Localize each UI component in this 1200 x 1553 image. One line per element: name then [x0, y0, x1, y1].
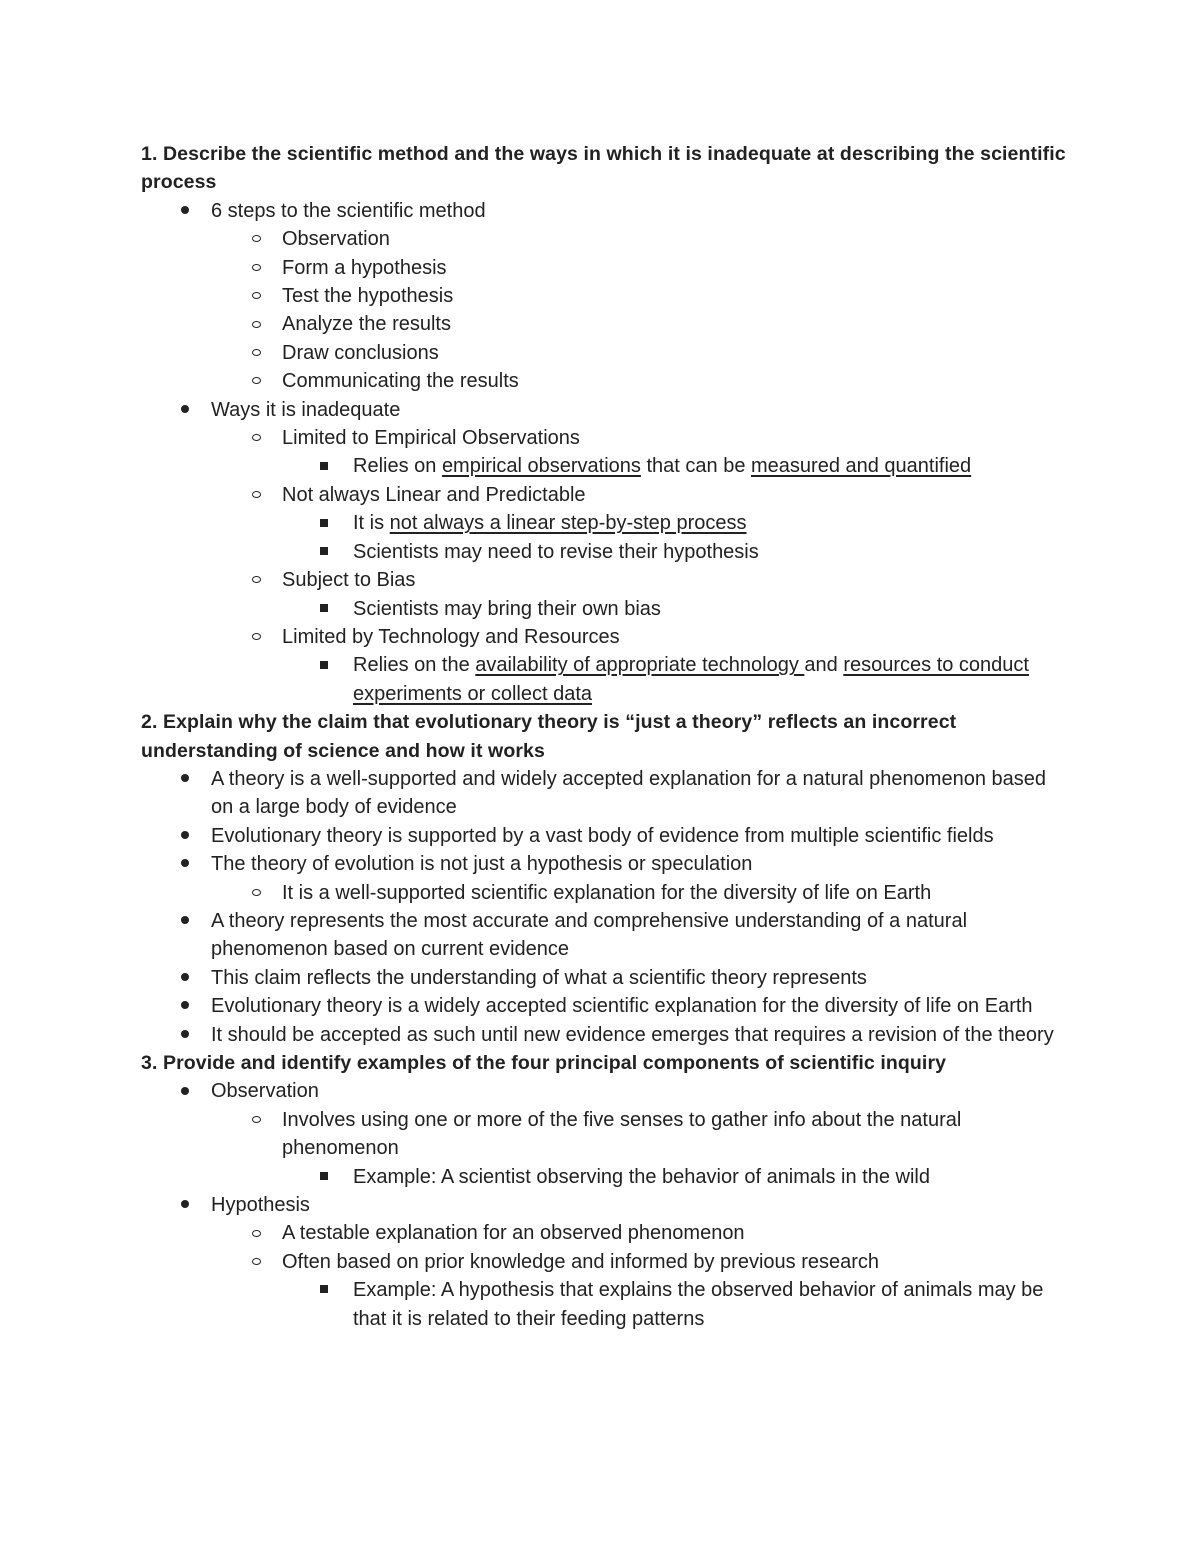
list-item: A theory represents the most accurate and comprehensive understanding of a natural phenomenon based on current evidence: [141, 907, 1071, 964]
list-item: Relies on empirical observations that can be measured and quantified: [141, 452, 1071, 480]
bullet-square-icon: [314, 538, 334, 566]
list-item: This claim reflects the understanding of what a scientific theory represents: [141, 964, 1071, 992]
list-item: The theory of evolution is not just a hypothesis or speculation: [141, 850, 1071, 878]
bullet-disc-icon: [175, 1077, 195, 1105]
bullet-circle-icon: [246, 1106, 266, 1134]
list-item: Hypothesis: [141, 1191, 1071, 1219]
bullet-circle-icon: [246, 367, 266, 395]
bullet-circle-icon: [246, 424, 266, 452]
list-item: Communicating the results: [141, 367, 1071, 395]
bullet-square-icon: [314, 509, 334, 537]
list-item: Scientists may need to revise their hypothesis: [141, 538, 1071, 566]
bullet-circle-icon: [246, 879, 266, 907]
bullet-circle-icon: [246, 282, 266, 310]
bullet-circle-icon: [246, 481, 266, 509]
question-1-heading: 1. Describe the scientific method and the ways in which it is inadequate at describing the scientific process: [141, 143, 1066, 194]
bullet-circle-icon: [246, 1248, 266, 1276]
list-item: Relies on the availability of appropriate technology and resources to conduct experiments or collect data: [141, 651, 1071, 708]
bullet-disc-icon: [175, 197, 195, 225]
list-item: Example: A hypothesis that explains the observed behavior of animals may be that it is related to their feeding patterns: [141, 1276, 1071, 1333]
bullet-disc-icon: [175, 850, 195, 878]
bullet-disc-icon: [175, 396, 195, 424]
list-item: Observation: [141, 225, 1071, 253]
list-item: Evolutionary theory is a widely accepted scientific explanation for the diversity of life on Earth: [141, 992, 1071, 1020]
bullet-circle-icon: [246, 1219, 266, 1247]
list-item: Draw conclusions: [141, 339, 1071, 367]
bullet-disc-icon: [175, 907, 195, 935]
bullet-disc-icon: [175, 1191, 195, 1219]
list-item: Involves using one or more of the five senses to gather info about the natural phenomenon: [141, 1106, 1071, 1163]
bullet-circle-icon: [246, 225, 266, 253]
list-item: Often based on prior knowledge and informed by previous research: [141, 1248, 1071, 1276]
bullet-square-icon: [314, 651, 334, 679]
list-item: A testable explanation for an observed phenomenon: [141, 1219, 1071, 1247]
list-item: Subject to Bias: [141, 566, 1071, 594]
bullet-square-icon: [314, 595, 334, 623]
bullet-square-icon: [314, 1276, 334, 1304]
list-item: Analyze the results: [141, 310, 1071, 338]
bullet-circle-icon: [246, 623, 266, 651]
list-item: Not always Linear and Predictable: [141, 481, 1071, 509]
list-item: Scientists may bring their own bias: [141, 595, 1071, 623]
list-item: Test the hypothesis: [141, 282, 1071, 310]
bullet-square-icon: [314, 1163, 334, 1191]
bullet-circle-icon: [246, 339, 266, 367]
bullet-circle-icon: [246, 254, 266, 282]
list-item: Example: A scientist observing the behavior of animals in the wild: [141, 1163, 1071, 1191]
bullet-disc-icon: [175, 964, 195, 992]
list-item: It is not always a linear step-by-step process: [141, 509, 1071, 537]
list-item: Form a hypothesis: [141, 254, 1071, 282]
bullet-circle-icon: [246, 310, 266, 338]
question-2-heading: 2. Explain why the claim that evolutionary theory is “just a theory” reflects an incorrect understanding of science and how it works: [141, 711, 957, 762]
bullet-circle-icon: [246, 566, 266, 594]
list-item: It is a well-supported scientific explanation for the diversity of life on Earth: [141, 879, 1071, 907]
bullet-disc-icon: [175, 765, 195, 793]
bullet-square-icon: [314, 452, 334, 480]
list-item: A theory is a well-supported and widely accepted explanation for a natural phenomenon based on a large body of evidence: [141, 765, 1071, 822]
bullet-disc-icon: [175, 992, 195, 1020]
list-item: Limited to Empirical Observations: [141, 424, 1071, 452]
list-item: Limited by Technology and Resources: [141, 623, 1071, 651]
bullet-disc-icon: [175, 822, 195, 850]
bullet-disc-icon: [175, 1021, 195, 1049]
list-item: Observation: [141, 1077, 1071, 1105]
list-item: Evolutionary theory is supported by a vast body of evidence from multiple scientific fields: [141, 822, 1071, 850]
list-item: It should be accepted as such until new evidence emerges that requires a revision of the theory: [141, 1021, 1071, 1049]
document-content: [141, 140, 1071, 1333]
list-item: 6 steps to the scientific method: [141, 197, 1071, 225]
list-item: Ways it is inadequate: [141, 396, 1071, 424]
question-3-heading: 3. Provide and identify examples of the four principal components of scientific inquiry: [141, 1052, 947, 1074]
